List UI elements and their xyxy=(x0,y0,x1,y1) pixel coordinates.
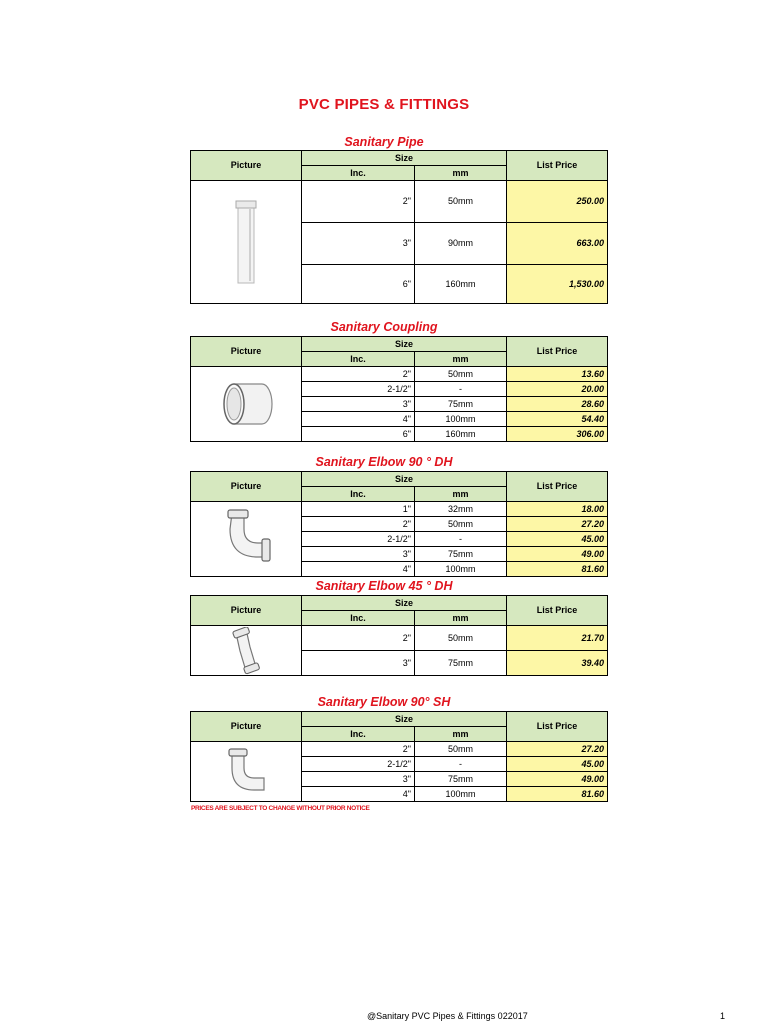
list-price: 20.00 xyxy=(507,382,608,397)
size-inch: 6" xyxy=(302,427,415,442)
list-price: 39.40 xyxy=(507,651,608,676)
size-mm: 160mm xyxy=(415,427,507,442)
header-inc: Inc. xyxy=(302,352,415,367)
header-size: Size xyxy=(302,596,507,611)
size-mm: 75mm xyxy=(415,547,507,562)
picture-cell xyxy=(191,626,302,676)
size-inch: 6" xyxy=(302,265,415,304)
size-inch: 3" xyxy=(302,223,415,265)
footer-text: @Sanitary PVC Pipes & Fittings 022017 xyxy=(367,1011,528,1021)
size-inch: 3" xyxy=(302,651,415,676)
size-inch: 3" xyxy=(302,397,415,412)
header-list-price: List Price xyxy=(507,596,608,626)
size-mm: 50mm xyxy=(415,517,507,532)
size-mm: 50mm xyxy=(415,367,507,382)
size-inch: 3" xyxy=(302,547,415,562)
size-inch: 1" xyxy=(302,502,415,517)
header-list-price: List Price xyxy=(507,337,608,367)
size-mm: 90mm xyxy=(415,223,507,265)
header-list-price: List Price xyxy=(507,472,608,502)
section-title-sanitary-coupling: Sanitary Coupling xyxy=(330,320,438,334)
list-price: 250.00 xyxy=(507,181,608,223)
picture-cell xyxy=(191,502,302,577)
elbow-90-dh-icon xyxy=(218,507,274,571)
size-mm: 100mm xyxy=(415,412,507,427)
list-price: 27.20 xyxy=(507,742,608,757)
size-mm: 100mm xyxy=(415,562,507,577)
picture-cell xyxy=(191,742,302,802)
list-price: 18.00 xyxy=(507,502,608,517)
section-title-elbow-45-dh: Sanitary Elbow 45 ° DH xyxy=(315,579,453,593)
header-picture: Picture xyxy=(191,472,302,502)
size-inch: 2" xyxy=(302,517,415,532)
list-price: 13.60 xyxy=(507,367,608,382)
header-inc: Inc. xyxy=(302,727,415,742)
size-mm: 75mm xyxy=(415,397,507,412)
price-table-elbow-90-sh xyxy=(190,711,608,802)
size-mm: 75mm xyxy=(415,772,507,787)
header-inc: Inc. xyxy=(302,611,415,626)
header-picture: Picture xyxy=(191,151,302,181)
list-price: 45.00 xyxy=(507,532,608,547)
header-mm: mm xyxy=(415,487,507,502)
size-mm: - xyxy=(415,757,507,772)
table-row xyxy=(191,626,608,651)
size-inch: 2-1/2" xyxy=(302,757,415,772)
header-size: Size xyxy=(302,712,507,727)
size-inch: 3" xyxy=(302,772,415,787)
elbow-45-dh-icon xyxy=(226,627,266,675)
size-mm: 50mm xyxy=(415,742,507,757)
list-price: 54.40 xyxy=(507,412,608,427)
table-row xyxy=(191,742,608,757)
header-picture: Picture xyxy=(191,596,302,626)
list-price: 27.20 xyxy=(507,517,608,532)
header-inc: Inc. xyxy=(302,487,415,502)
size-inch: 2-1/2" xyxy=(302,532,415,547)
header-mm: mm xyxy=(415,352,507,367)
table-row xyxy=(191,367,608,382)
size-mm: 50mm xyxy=(415,626,507,651)
size-inch: 2" xyxy=(302,367,415,382)
header-size: Size xyxy=(302,337,507,352)
price-table-elbow-45-dh xyxy=(190,595,608,676)
list-price: 49.00 xyxy=(507,772,608,787)
price-notice: PRICES ARE SUBJECT TO CHANGE WITHOUT PRIOR NOTICE xyxy=(191,805,370,812)
size-mm: 160mm xyxy=(415,265,507,304)
size-mm: 75mm xyxy=(415,651,507,676)
section-title-elbow-90-sh: Sanitary Elbow 90° SH xyxy=(317,695,451,709)
header-list-price: List Price xyxy=(507,151,608,181)
size-inch: 2" xyxy=(302,742,415,757)
elbow-90-sh-icon xyxy=(220,746,272,798)
price-table-elbow-90-dh xyxy=(190,471,608,577)
list-price: 81.60 xyxy=(507,562,608,577)
size-inch: 2-1/2" xyxy=(302,382,415,397)
table-row xyxy=(191,502,608,517)
header-size: Size xyxy=(302,151,507,166)
header-mm: mm xyxy=(415,611,507,626)
size-mm: - xyxy=(415,532,507,547)
header-picture: Picture xyxy=(191,337,302,367)
header-mm: mm xyxy=(415,166,507,181)
list-price: 663.00 xyxy=(507,223,608,265)
size-mm: 50mm xyxy=(415,181,507,223)
header-list-price: List Price xyxy=(507,712,608,742)
page-number: 1 xyxy=(720,1011,726,1021)
list-price: 81.60 xyxy=(507,787,608,802)
picture-cell xyxy=(191,367,302,442)
size-inch: 4" xyxy=(302,412,415,427)
size-inch: 4" xyxy=(302,562,415,577)
list-price: 49.00 xyxy=(507,547,608,562)
header-size: Size xyxy=(302,472,507,487)
price-table-sanitary-coupling xyxy=(190,336,608,442)
sanitary-pipe-icon xyxy=(226,197,266,287)
list-price: 28.60 xyxy=(507,397,608,412)
size-inch: 4" xyxy=(302,787,415,802)
size-inch: 2" xyxy=(302,626,415,651)
section-title-sanitary-pipe: Sanitary Pipe xyxy=(344,135,424,149)
list-price: 306.00 xyxy=(507,427,608,442)
size-mm: - xyxy=(415,382,507,397)
price-table-sanitary-pipe xyxy=(190,150,608,304)
size-inch: 2" xyxy=(302,181,415,223)
header-mm: mm xyxy=(415,727,507,742)
list-price: 45.00 xyxy=(507,757,608,772)
page-title: PVC PIPES & FITTINGS xyxy=(298,96,470,113)
size-mm: 100mm xyxy=(415,787,507,802)
size-mm: 32mm xyxy=(415,502,507,517)
header-picture: Picture xyxy=(191,712,302,742)
sanitary-coupling-icon xyxy=(216,376,276,432)
list-price: 1,530.00 xyxy=(507,265,608,304)
table-row xyxy=(191,181,608,223)
list-price: 21.70 xyxy=(507,626,608,651)
header-inc: Inc. xyxy=(302,166,415,181)
picture-cell xyxy=(191,181,302,304)
section-title-elbow-90-dh: Sanitary Elbow 90 ° DH xyxy=(315,455,453,469)
